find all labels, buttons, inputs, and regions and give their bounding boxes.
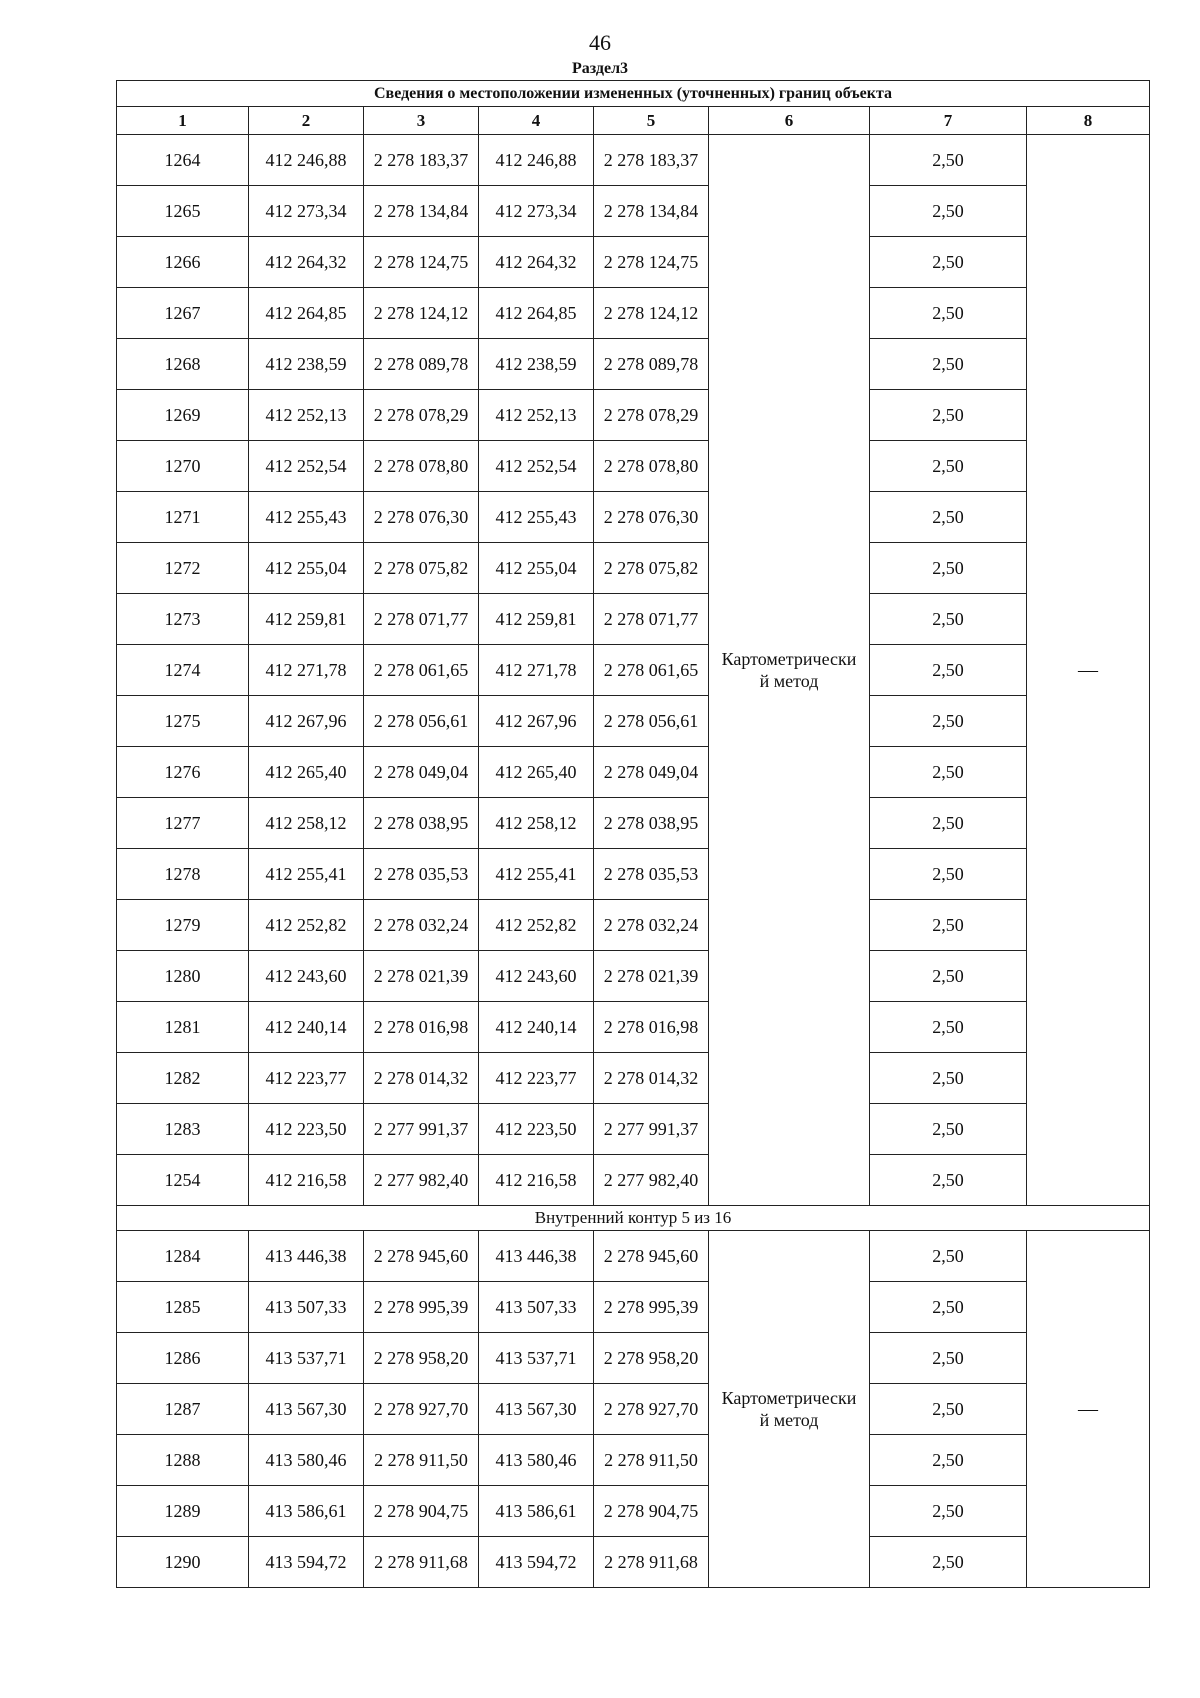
x-new-cell: 412 255,41 xyxy=(479,849,594,900)
x-old-cell: 412 223,77 xyxy=(249,1053,364,1104)
y-new-cell: 2 278 904,75 xyxy=(594,1486,709,1537)
y-old-cell: 2 278 078,80 xyxy=(364,441,479,492)
x-old-cell: 412 265,40 xyxy=(249,747,364,798)
x-old-cell: 412 273,34 xyxy=(249,186,364,237)
y-old-cell: 2 278 904,75 xyxy=(364,1486,479,1537)
y-old-cell: 2 278 075,82 xyxy=(364,543,479,594)
y-old-cell: 2 278 061,65 xyxy=(364,645,479,696)
y-old-cell: 2 278 076,30 xyxy=(364,492,479,543)
y-old-cell: 2 278 071,77 xyxy=(364,594,479,645)
y-new-cell: 2 278 061,65 xyxy=(594,645,709,696)
y-new-cell: 2 278 038,95 xyxy=(594,798,709,849)
table-title: Сведения о местоположении измененных (уточненных) границ объекта xyxy=(117,81,1150,107)
y-old-cell: 2 278 124,75 xyxy=(364,237,479,288)
x-new-cell: 412 264,85 xyxy=(479,288,594,339)
x-old-cell: 412 238,59 xyxy=(249,339,364,390)
table-row xyxy=(117,135,1150,186)
y-old-cell: 2 278 995,39 xyxy=(364,1282,479,1333)
column-header-3: 3 xyxy=(364,107,479,135)
accuracy-cell: 2,50 xyxy=(870,339,1027,390)
x-old-cell: 412 264,85 xyxy=(249,288,364,339)
table-row xyxy=(117,390,1150,441)
x-old-cell: 413 537,71 xyxy=(249,1333,364,1384)
table-row xyxy=(117,492,1150,543)
y-old-cell: 2 277 991,37 xyxy=(364,1104,479,1155)
accuracy-cell: 2,50 xyxy=(870,237,1027,288)
method-cell xyxy=(709,135,870,1206)
table-row xyxy=(117,1384,1150,1435)
column-header-8: 8 xyxy=(1027,107,1150,135)
accuracy-cell: 2,50 xyxy=(870,1435,1027,1486)
accuracy-cell: 2,50 xyxy=(870,1053,1027,1104)
method-label-line2: й метод xyxy=(759,671,819,691)
y-new-cell: 2 278 945,60 xyxy=(594,1231,709,1282)
y-old-cell: 2 278 035,53 xyxy=(364,849,479,900)
point-number-cell: 1265 xyxy=(117,186,249,237)
table-row xyxy=(117,441,1150,492)
x-new-cell: 412 223,50 xyxy=(479,1104,594,1155)
y-new-cell: 2 278 124,12 xyxy=(594,288,709,339)
x-old-cell: 412 246,88 xyxy=(249,135,364,186)
x-new-cell: 413 580,46 xyxy=(479,1435,594,1486)
y-new-cell: 2 278 049,04 xyxy=(594,747,709,798)
point-number-cell: 1283 xyxy=(117,1104,249,1155)
x-old-cell: 412 258,12 xyxy=(249,798,364,849)
point-number-cell: 1269 xyxy=(117,390,249,441)
x-new-cell: 412 223,77 xyxy=(479,1053,594,1104)
accuracy-cell: 2,50 xyxy=(870,594,1027,645)
x-old-cell: 413 507,33 xyxy=(249,1282,364,1333)
method-label-line1: Картометрически xyxy=(721,1388,857,1408)
accuracy-cell: 2,50 xyxy=(870,747,1027,798)
x-old-cell: 413 580,46 xyxy=(249,1435,364,1486)
y-new-cell: 2 278 078,29 xyxy=(594,390,709,441)
point-number-cell: 1254 xyxy=(117,1155,249,1206)
x-new-cell: 412 246,88 xyxy=(479,135,594,186)
x-new-cell: 413 594,72 xyxy=(479,1537,594,1588)
page-number: 46 xyxy=(589,30,611,55)
accuracy-cell: 2,50 xyxy=(870,1537,1027,1588)
table-row xyxy=(117,1486,1150,1537)
column-header-2: 2 xyxy=(249,107,364,135)
y-new-cell: 2 278 056,61 xyxy=(594,696,709,747)
y-new-cell: 2 278 995,39 xyxy=(594,1282,709,1333)
table-row xyxy=(117,1104,1150,1155)
x-new-cell: 412 259,81 xyxy=(479,594,594,645)
table-row xyxy=(117,696,1150,747)
x-new-cell: 412 255,43 xyxy=(479,492,594,543)
point-number-cell: 1278 xyxy=(117,849,249,900)
accuracy-cell: 2,50 xyxy=(870,441,1027,492)
y-old-cell: 2 278 945,60 xyxy=(364,1231,479,1282)
boundary-coordinates-table xyxy=(116,80,1150,1588)
accuracy-cell: 2,50 xyxy=(870,186,1027,237)
x-old-cell: 412 267,96 xyxy=(249,696,364,747)
x-new-cell: 412 252,13 xyxy=(479,390,594,441)
y-new-cell: 2 278 134,84 xyxy=(594,186,709,237)
x-old-cell: 412 216,58 xyxy=(249,1155,364,1206)
y-old-cell: 2 278 911,68 xyxy=(364,1537,479,1588)
y-new-cell: 2 278 035,53 xyxy=(594,849,709,900)
point-number-cell: 1282 xyxy=(117,1053,249,1104)
point-number-cell: 1289 xyxy=(117,1486,249,1537)
x-new-cell: 412 243,60 xyxy=(479,951,594,1002)
accuracy-cell: 2,50 xyxy=(870,1002,1027,1053)
x-new-cell: 412 255,04 xyxy=(479,543,594,594)
column-header-4: 4 xyxy=(479,107,594,135)
x-new-cell: 412 240,14 xyxy=(479,1002,594,1053)
table-row xyxy=(117,1231,1150,1282)
column-header-7: 7 xyxy=(870,107,1027,135)
point-number-cell: 1277 xyxy=(117,798,249,849)
x-old-cell: 413 586,61 xyxy=(249,1486,364,1537)
x-new-cell: 413 446,38 xyxy=(479,1231,594,1282)
y-old-cell: 2 278 183,37 xyxy=(364,135,479,186)
table-row xyxy=(117,1155,1150,1206)
y-new-cell: 2 278 076,30 xyxy=(594,492,709,543)
x-old-cell: 412 255,43 xyxy=(249,492,364,543)
y-new-cell: 2 278 078,80 xyxy=(594,441,709,492)
point-number-cell: 1280 xyxy=(117,951,249,1002)
method-cell xyxy=(709,1231,870,1588)
y-new-cell: 2 277 982,40 xyxy=(594,1155,709,1206)
x-old-cell: 413 594,72 xyxy=(249,1537,364,1588)
point-number-cell: 1268 xyxy=(117,339,249,390)
point-number-cell: 1290 xyxy=(117,1537,249,1588)
point-number-cell: 1271 xyxy=(117,492,249,543)
table-row xyxy=(117,1537,1150,1588)
x-old-cell: 412 255,41 xyxy=(249,849,364,900)
y-new-cell: 2 278 911,50 xyxy=(594,1435,709,1486)
table-row xyxy=(117,1435,1150,1486)
y-new-cell: 2 278 071,77 xyxy=(594,594,709,645)
x-new-cell: 412 264,32 xyxy=(479,237,594,288)
accuracy-cell: 2,50 xyxy=(870,900,1027,951)
y-old-cell: 2 278 911,50 xyxy=(364,1435,479,1486)
y-new-cell: 2 278 911,68 xyxy=(594,1537,709,1588)
x-new-cell: 413 567,30 xyxy=(479,1384,594,1435)
accuracy-cell: 2,50 xyxy=(870,492,1027,543)
x-new-cell: 413 586,61 xyxy=(479,1486,594,1537)
method-label-line2: й метод xyxy=(759,1410,819,1430)
y-new-cell: 2 278 183,37 xyxy=(594,135,709,186)
point-number-cell: 1273 xyxy=(117,594,249,645)
table-row xyxy=(117,645,1150,696)
point-number-cell: 1281 xyxy=(117,1002,249,1053)
y-new-cell: 2 277 991,37 xyxy=(594,1104,709,1155)
x-new-cell: 412 273,34 xyxy=(479,186,594,237)
y-new-cell: 2 278 016,98 xyxy=(594,1002,709,1053)
y-new-cell: 2 278 124,75 xyxy=(594,237,709,288)
y-old-cell: 2 278 927,70 xyxy=(364,1384,479,1435)
point-number-cell: 1279 xyxy=(117,900,249,951)
point-number-cell: 1284 xyxy=(117,1231,249,1282)
x-old-cell: 412 252,82 xyxy=(249,900,364,951)
y-new-cell: 2 278 958,20 xyxy=(594,1333,709,1384)
point-number-cell: 1267 xyxy=(117,288,249,339)
x-new-cell: 412 267,96 xyxy=(479,696,594,747)
x-old-cell: 412 255,04 xyxy=(249,543,364,594)
point-number-cell: 1287 xyxy=(117,1384,249,1435)
y-new-cell: 2 278 927,70 xyxy=(594,1384,709,1435)
column-8-cell: — xyxy=(1027,135,1150,1206)
y-old-cell: 2 277 982,40 xyxy=(364,1155,479,1206)
point-number-cell: 1264 xyxy=(117,135,249,186)
point-number-cell: 1285 xyxy=(117,1282,249,1333)
x-old-cell: 412 252,13 xyxy=(249,390,364,441)
y-new-cell: 2 278 014,32 xyxy=(594,1053,709,1104)
x-new-cell: 413 537,71 xyxy=(479,1333,594,1384)
x-old-cell: 413 567,30 xyxy=(249,1384,364,1435)
x-new-cell: 413 507,33 xyxy=(479,1282,594,1333)
accuracy-cell: 2,50 xyxy=(870,696,1027,747)
y-old-cell: 2 278 014,32 xyxy=(364,1053,479,1104)
x-new-cell: 412 258,12 xyxy=(479,798,594,849)
x-old-cell: 412 223,50 xyxy=(249,1104,364,1155)
y-old-cell: 2 278 134,84 xyxy=(364,186,479,237)
x-new-cell: 412 252,82 xyxy=(479,900,594,951)
table-row xyxy=(117,747,1150,798)
table-row xyxy=(117,900,1150,951)
accuracy-cell: 2,50 xyxy=(870,1384,1027,1435)
method-label-line1: Картометрически xyxy=(721,649,857,669)
point-number-cell: 1288 xyxy=(117,1435,249,1486)
y-old-cell: 2 278 021,39 xyxy=(364,951,479,1002)
y-new-cell: 2 278 032,24 xyxy=(594,900,709,951)
accuracy-cell: 2,50 xyxy=(870,1104,1027,1155)
point-number-cell: 1266 xyxy=(117,237,249,288)
y-old-cell: 2 278 032,24 xyxy=(364,900,479,951)
accuracy-cell: 2,50 xyxy=(870,1333,1027,1384)
column-header-1: 1 xyxy=(117,107,249,135)
contour-label: Внутренний контур 5 из 16 xyxy=(117,1206,1150,1231)
accuracy-cell: 2,50 xyxy=(870,1486,1027,1537)
y-new-cell: 2 278 021,39 xyxy=(594,951,709,1002)
x-old-cell: 412 240,14 xyxy=(249,1002,364,1053)
section-title: Раздел3 xyxy=(571,60,629,77)
x-new-cell: 412 265,40 xyxy=(479,747,594,798)
accuracy-cell: 2,50 xyxy=(870,798,1027,849)
point-number-cell: 1286 xyxy=(117,1333,249,1384)
x-new-cell: 412 271,78 xyxy=(479,645,594,696)
accuracy-cell: 2,50 xyxy=(870,1231,1027,1282)
accuracy-cell: 2,50 xyxy=(870,288,1027,339)
column-header-6: 6 xyxy=(709,107,870,135)
table-row xyxy=(117,1053,1150,1104)
x-old-cell: 412 271,78 xyxy=(249,645,364,696)
point-number-cell: 1276 xyxy=(117,747,249,798)
table-row xyxy=(117,1002,1150,1053)
x-new-cell: 412 216,58 xyxy=(479,1155,594,1206)
table-row xyxy=(117,339,1150,390)
accuracy-cell: 2,50 xyxy=(870,1282,1027,1333)
point-number-cell: 1275 xyxy=(117,696,249,747)
contour-row xyxy=(117,1206,1150,1231)
point-number-cell: 1272 xyxy=(117,543,249,594)
accuracy-cell: 2,50 xyxy=(870,543,1027,594)
table-row xyxy=(117,543,1150,594)
x-new-cell: 412 238,59 xyxy=(479,339,594,390)
y-old-cell: 2 278 016,98 xyxy=(364,1002,479,1053)
y-old-cell: 2 278 078,29 xyxy=(364,390,479,441)
accuracy-cell: 2,50 xyxy=(870,951,1027,1002)
table-row xyxy=(117,798,1150,849)
y-old-cell: 2 278 124,12 xyxy=(364,288,479,339)
y-old-cell: 2 278 089,78 xyxy=(364,339,479,390)
accuracy-cell: 2,50 xyxy=(870,1155,1027,1206)
y-old-cell: 2 278 038,95 xyxy=(364,798,479,849)
table-row xyxy=(117,288,1150,339)
point-number-cell: 1270 xyxy=(117,441,249,492)
table-row xyxy=(117,594,1150,645)
y-new-cell: 2 278 089,78 xyxy=(594,339,709,390)
x-new-cell: 412 252,54 xyxy=(479,441,594,492)
accuracy-cell: 2,50 xyxy=(870,645,1027,696)
table-row xyxy=(117,1333,1150,1384)
point-number-cell: 1274 xyxy=(117,645,249,696)
table-row xyxy=(117,1282,1150,1333)
x-old-cell: 412 264,32 xyxy=(249,237,364,288)
accuracy-cell: 2,50 xyxy=(870,135,1027,186)
column-header-5: 5 xyxy=(594,107,709,135)
x-old-cell: 412 243,60 xyxy=(249,951,364,1002)
x-old-cell: 413 446,38 xyxy=(249,1231,364,1282)
column-8-cell: — xyxy=(1027,1231,1150,1588)
y-old-cell: 2 278 056,61 xyxy=(364,696,479,747)
x-old-cell: 412 252,54 xyxy=(249,441,364,492)
y-old-cell: 2 278 049,04 xyxy=(364,747,479,798)
table-row xyxy=(117,951,1150,1002)
x-old-cell: 412 259,81 xyxy=(249,594,364,645)
accuracy-cell: 2,50 xyxy=(870,849,1027,900)
y-old-cell: 2 278 958,20 xyxy=(364,1333,479,1384)
table-row xyxy=(117,186,1150,237)
table-row xyxy=(117,849,1150,900)
y-new-cell: 2 278 075,82 xyxy=(594,543,709,594)
table-row xyxy=(117,237,1150,288)
accuracy-cell: 2,50 xyxy=(870,390,1027,441)
